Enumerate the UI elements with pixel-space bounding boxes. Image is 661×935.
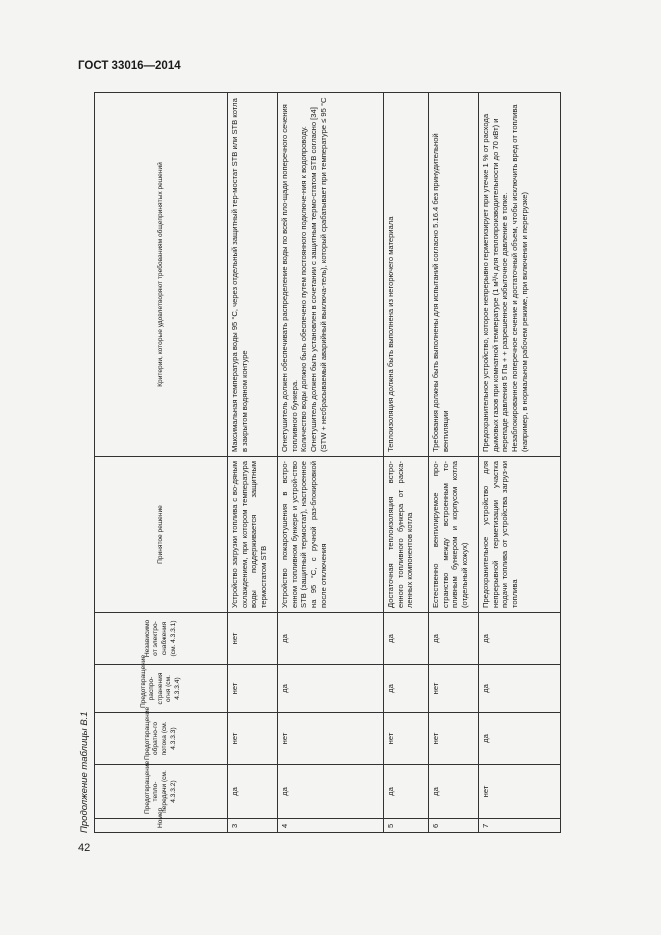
- table-row: [278, 93, 384, 833]
- table-row: [384, 93, 429, 833]
- criteria-paragraph: Огнетушитель должен обеспечивать распределение воды по всей пло-щади поперечного сечения топливного бункера.: [280, 104, 299, 452]
- page-number: 42: [78, 842, 91, 854]
- cell-heat-transfer: нет: [479, 765, 561, 819]
- col-header-criteria: Критерии, которые удовлетворяют требованиям общепринятых решений: [95, 93, 228, 457]
- cell-heat-transfer: да: [384, 765, 429, 819]
- criteria-paragraph: Предохранительное устройство, которое непрерывно герметизирует при утечке 1 % от расхода дымовых газов при комнатной температуре (1 м³/ч для теплопроизводительности до 70 кВт) и перепаде давления 5 Па + + разрешенное избыточное давление в топке.: [481, 113, 510, 452]
- table-header-row: [95, 93, 228, 833]
- cell-solution: Естественно вентилируемое про-странство между встроенным то-пливным бункером и корпусом котла (отдельный кожух): [429, 457, 479, 613]
- criteria-paragraph: Огнетушитель должен быть установлен в сочетании с защитным термо-статом STB согласно [34] (STW + несбрасываемый аварийный выключа-тель), который срабатывает при температуре ≤ 95 °С: [309, 97, 328, 452]
- cell-number: 4: [278, 819, 384, 833]
- col-header-power-independence: Независимо от электро-снабжения (см. 4.3.3.1): [95, 613, 228, 665]
- cell-heat-transfer: да: [228, 765, 278, 819]
- cell-power: да: [278, 613, 384, 665]
- cell-criteria: [479, 93, 561, 457]
- criteria-paragraph: Незаблокированное поперечное сечение и достаточный объем, чтобы исключить вред от топлива (например, в нормальном рабочем режиме, при включении и перегрузке): [510, 104, 529, 452]
- cell-backflow: нет: [384, 713, 429, 765]
- cell-number: 3: [228, 819, 278, 833]
- rotated-table-area: [79, 93, 555, 833]
- cell-fire-spread: да: [278, 665, 384, 713]
- cell-fire-spread: нет: [429, 665, 479, 713]
- rotated-table-frame: [79, 93, 555, 833]
- cell-criteria: [278, 93, 384, 457]
- table-row: [479, 93, 561, 833]
- col-header-solution: Принятое решение: [95, 457, 228, 613]
- criteria-paragraph: Теплоизоляция должна быть выполнена из негорючего материала: [386, 216, 395, 452]
- cell-fire-spread: да: [384, 665, 429, 713]
- cell-solution: Предохранительное устройство для непрерывной герметизации участка подачи топлива от устройства загруз-ки топлива: [479, 457, 561, 613]
- cell-heat-transfer: да: [429, 765, 479, 819]
- cell-power: нет: [228, 613, 278, 665]
- cell-number: 6: [429, 819, 479, 833]
- criteria-paragraph: Количество воды должно быть обеспечено путем постоянного подключе-ния к водопроводу.: [299, 126, 309, 452]
- criteria-paragraph: Максимальная температура воды 95 °С, через отдельный защитный тер-мостат STB или STB котла в закрытом водяном контуре: [230, 98, 249, 452]
- cell-power: да: [479, 613, 561, 665]
- cell-backflow: нет: [228, 713, 278, 765]
- cell-criteria: [429, 93, 479, 457]
- cell-fire-spread: нет: [228, 665, 278, 713]
- cell-power: да: [429, 613, 479, 665]
- table-row: [429, 93, 479, 833]
- cell-criteria: [384, 93, 429, 457]
- cell-backflow: да: [479, 713, 561, 765]
- cell-criteria: [228, 93, 278, 457]
- col-header-heat-transfer: Предотвращение тепло-передачи (см. 4.3.3.2): [95, 765, 228, 819]
- criteria-paragraph: Требования должны быть выполнены для испытаний согласно 5.16.4 без принудительной вентиляции: [431, 133, 450, 452]
- criteria-table: [94, 92, 561, 833]
- cell-number: 5: [384, 819, 429, 833]
- cell-backflow: нет: [429, 713, 479, 765]
- col-header-backflow: Предотвращение обратно-го потока (см. 4.3.3.3): [95, 713, 228, 765]
- cell-number: 7: [479, 819, 561, 833]
- table-continuation-label: Продолжение таблицы B.1: [79, 711, 90, 833]
- cell-solution: Устройство загрузки топлива с во-дяным охлаждением, при котором температура воды поддерживается защитным термостатом STB: [228, 457, 278, 613]
- cell-backflow: нет: [278, 713, 384, 765]
- cell-solution: Устройство пожаротушения в встро-енном топливном бункере и устрой-ство STB (защитный термостат), настроенное на 95 °С, с ручной раз-блокировкой после отключения: [278, 457, 384, 613]
- cell-fire-spread: да: [479, 665, 561, 713]
- table-row: [228, 93, 278, 833]
- cell-heat-transfer: да: [278, 765, 384, 819]
- cell-power: да: [384, 613, 429, 665]
- col-header-fire-spread: Предотвращение распро-странения огня (см. 4.3.3.4): [95, 665, 228, 713]
- cell-solution: Достаточная теплоизоляция встро-енного топливного бункера от раска-ленных компонентов котла: [384, 457, 429, 613]
- document-title: ГОСТ 33016—2014: [78, 60, 181, 72]
- col-header-number: Номер: [95, 819, 228, 833]
